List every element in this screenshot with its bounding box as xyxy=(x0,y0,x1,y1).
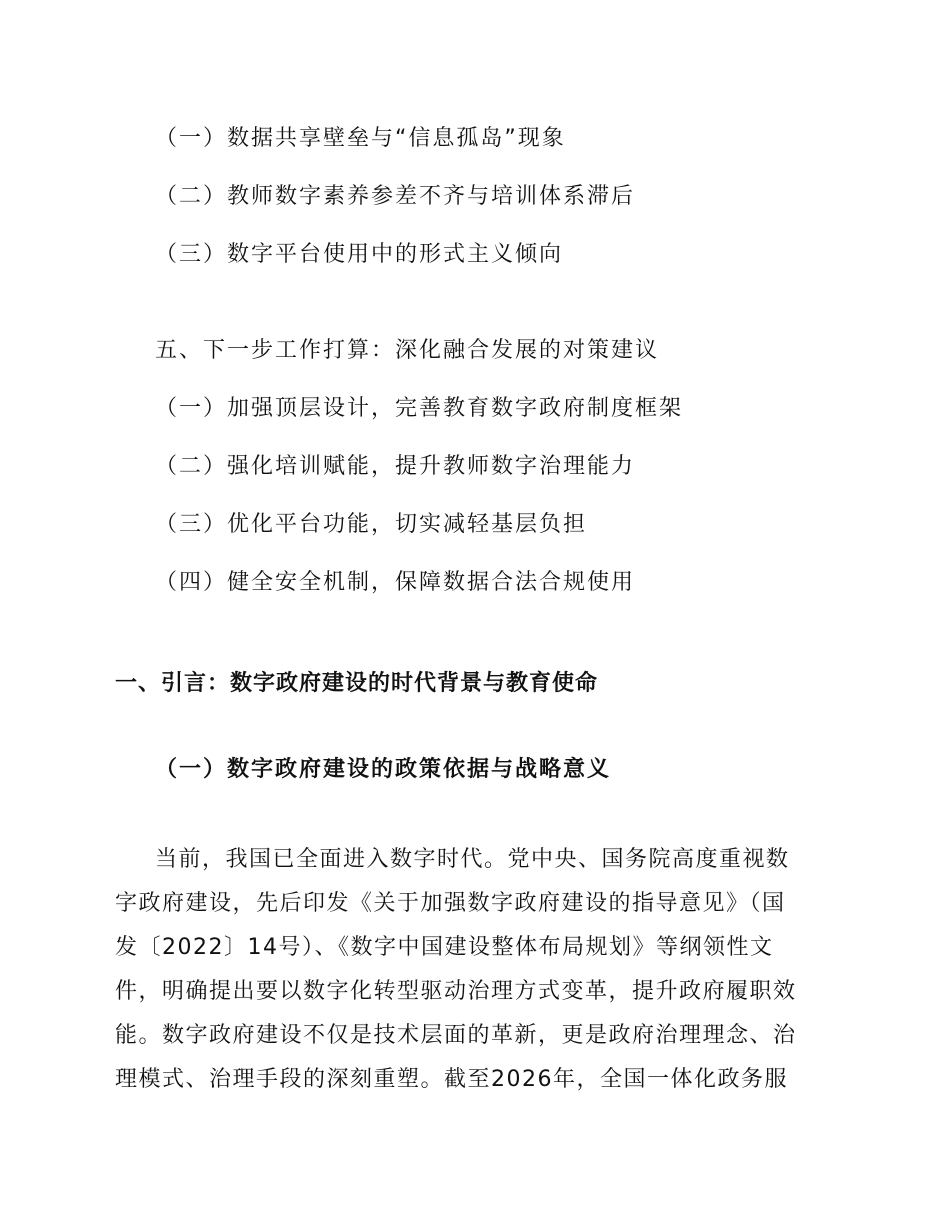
paragraph-line: 件，明确提出要以数字化转型驱动治理方式变革，提升政府履职效 xyxy=(115,979,797,1004)
paragraph-line: 发〔2022〕14号）、《数字中国建设整体布局规划》等纲领性文 xyxy=(115,935,774,960)
paragraph-line: 字政府建设，先后印发《关于加强数字政府建设的指导意见》（国 xyxy=(115,891,786,916)
paragraph-line: 当前，我国已全面进入数字时代。党中央、国务院高度重视数 xyxy=(155,847,790,872)
toc-item-4-2: （二）教师数字素养参差不齐与培训体系滞后 xyxy=(155,184,636,209)
toc-item-4-1: （一）数据共享壁垒与“信息孤岛”现象 xyxy=(155,126,566,151)
paragraph-line: 能。数字政府建设不仅是技术层面的革新，更是政府治理理念、治 xyxy=(115,1023,797,1048)
toc-item-4-3: （三）数字平台使用中的形式主义倾向 xyxy=(155,242,564,267)
toc-item-5-3: （三）优化平台功能，切实减轻基层负担 xyxy=(155,512,588,537)
subsection-1-1-title: （一）数字政府建设的政策依据与战略意义 xyxy=(155,757,612,782)
section-1-title: 一、引言：数字政府建设的时代背景与教育使命 xyxy=(115,671,599,696)
toc-item-5-1: （一）加强顶层设计，完善教育数字政府制度框架 xyxy=(155,396,684,421)
toc-item-5-2: （二）强化培训赋能，提升教师数字治理能力 xyxy=(155,454,636,479)
body-paragraph xyxy=(115,838,835,1102)
paragraph-line: 理模式、治理手段的深刻重塑。截至2026年，全国一体化政务服 xyxy=(115,1067,788,1092)
toc-heading-5: 五、下一步工作打算：深化融合发展的对策建议 xyxy=(155,338,660,363)
toc-item-5-4: （四）健全安全机制，保障数据合法合规使用 xyxy=(155,570,636,595)
